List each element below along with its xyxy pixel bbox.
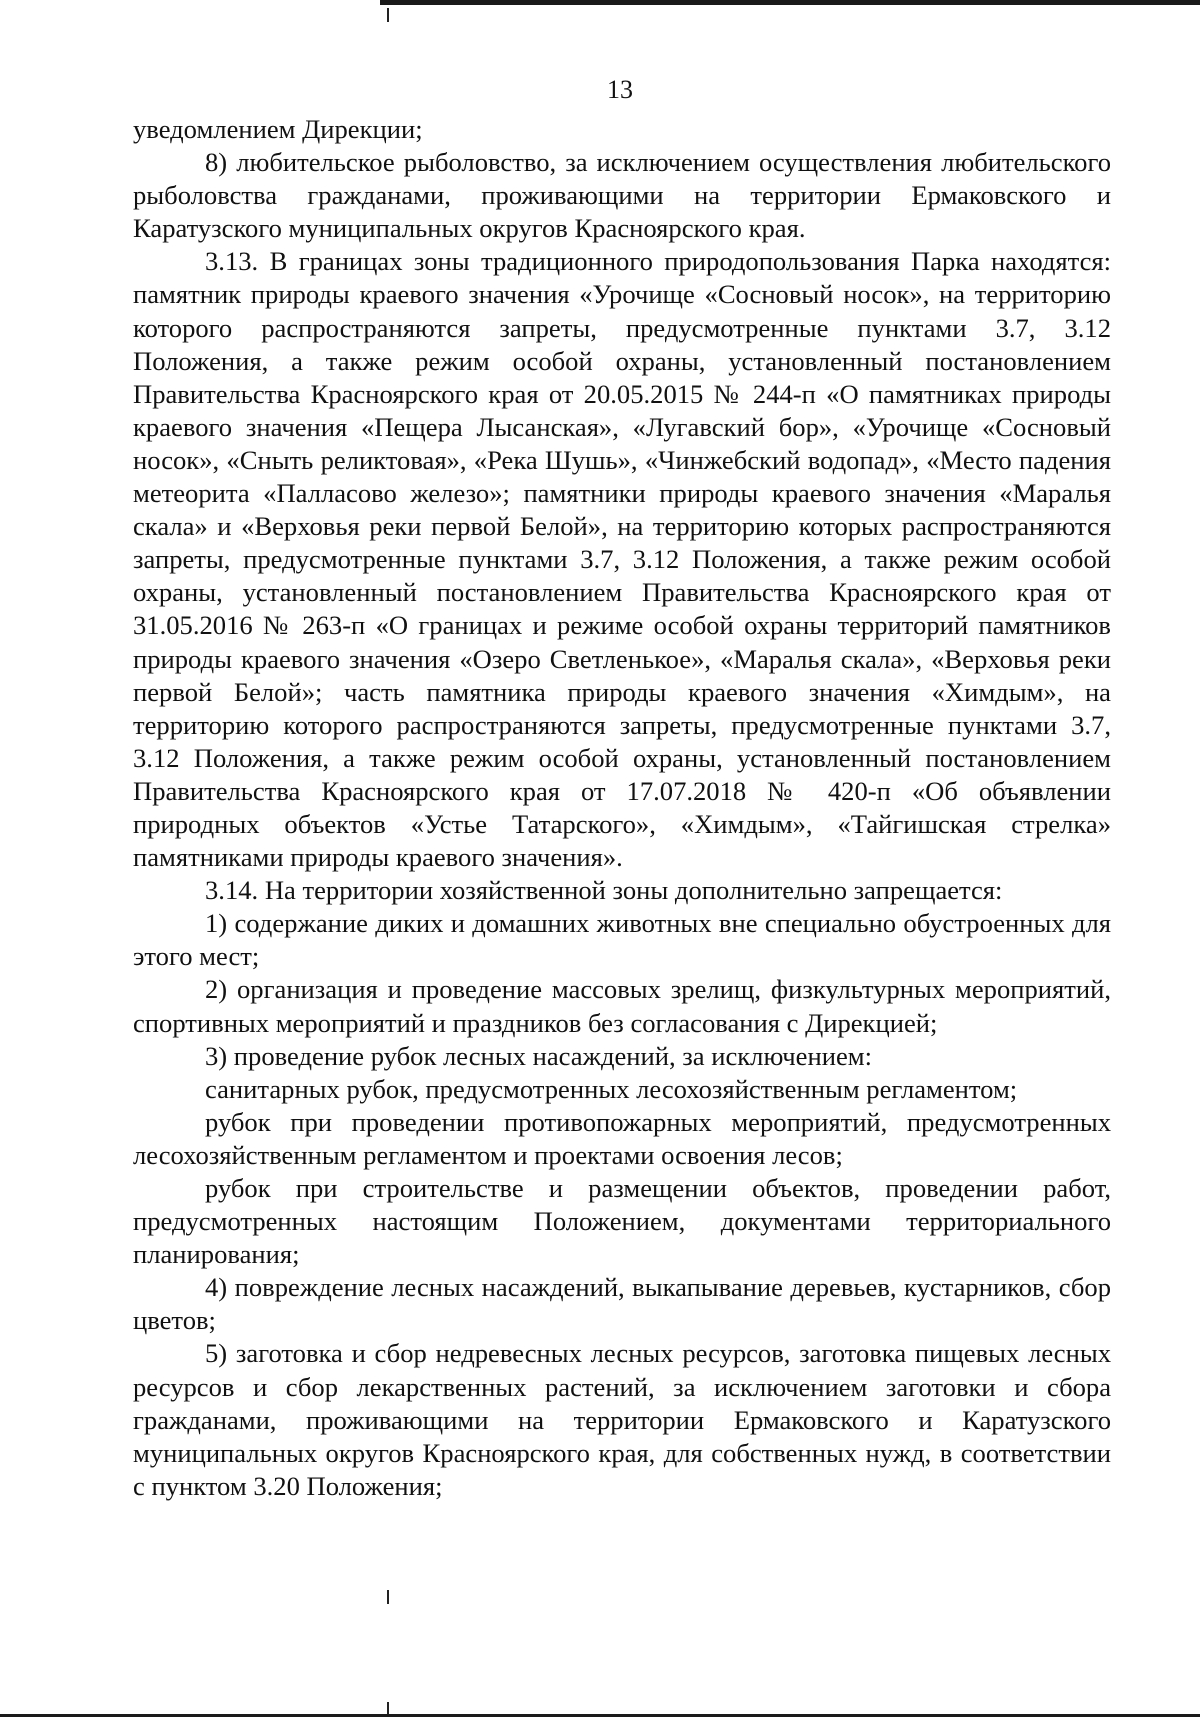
document-paragraph: уведомлением Дирекции; — [133, 114, 423, 144]
document-paragraph: 3) проведение рубок лесных насаждений, за исключением: — [205, 1040, 872, 1071]
document-paragraph: 2) организация и проведение массовых зрелищ, физкультурных мероприятий, спортивных мероприятий и праздников без согласования с Дирекцией; — [133, 974, 1111, 1038]
document-paragraph: 8) любительское рыболовство, за исключением осуществления любительского рыболовства гражданами, проживающими на территории Ермаковского и Каратузского муниципальных округов Красноярского края. — [133, 147, 1111, 244]
document-paragraph: санитарных рубок, предусмотренных лесохозяйственным регламентом; — [205, 1073, 1018, 1104]
document-paragraph: 3.13. В границах зоны традиционного природопользования Парка находятся: памятник природы краевого значения «Урочище «Сосновый носок», на территорию которого распространяются запреты, предусмотренные пунктами 3.7, 3.12 Положения, а также режим особой охраны, установленный постановлением Правительства Красноярского края от 20.05.2015 № 244-п «О памятниках природы краевого значения «Пещера Лысанская», «Лугавский бор», «Урочище «Сосновый носок», «Сныть реликтовая», «Река Шушь», «Чинжебский водопад», «Место падения метеорита «Палласово железо»; памятники природы краевого значения «Маралья скала» и «Верховья реки первой Белой», на территорию которых распространяются запреты, предусмотренные пунктами 3.7, 3.12 Положения, а также режим особой охраны, установленный постановлением Правительства Красноярского края от 31.05.2016 № 263-п «О границах и режиме особой охраны территорий памятников природы краевого значения «Озеро Светленькое», «Маралья скала», «Верховья реки первой Белой»; часть памятника природы краевого значения «Химдым», на территорию которого распространяются запреты, предусмотренные пунктами 3.7, 3.12 Положения, а также режим особой охраны, установленный постановлением Правительства Красноярского края от 17.07.2018 № 420-п «Об объявлении природных объектов «Устье Татарского», «Химдым», «Тайгишская стрелка» памятниками природы краевого значения». — [133, 246, 1111, 873]
scan-edge-bottom — [0, 1714, 1200, 1717]
document-paragraph: рубок при строительстве и размещении объектов, проведении работ, предусмотренных настоящим Положением, документами территориального планирования; — [133, 1173, 1111, 1270]
scan-edge-top — [380, 0, 1200, 5]
page-number: 13 — [607, 75, 633, 104]
document-paragraph: 1) содержание диких и домашних животных вне специально обустроенных для этого мест; — [133, 908, 1111, 972]
document-paragraph: 4) повреждение лесных насаждений, выкапывание деревьев, кустарников, сбор цветов; — [133, 1272, 1111, 1336]
scan-mark-top — [387, 8, 389, 22]
document-body — [133, 113, 1111, 1503]
document-paragraph: рубок при проведении противопожарных мероприятий, предусмотренных лесохозяйственным регламентом и проектами освоения лесов; — [133, 1106, 1111, 1170]
document-paragraph: 3.14. На территории хозяйственной зоны дополнительно запрещается: — [205, 875, 1003, 906]
document-paragraph: 5) заготовка и сбор недревесных лесных ресурсов, заготовка пищевых лесных ресурсов и сбор лекарственных растений, за исключением заготовки и сбора гражданами, проживающими на территории Ермаковского и Каратузского муниципальных округов Красноярского края, для собственных нужд, в соответствии с пунктом 3.20 Положения; — [133, 1338, 1111, 1501]
scan-mark-bottom — [387, 1590, 389, 1604]
